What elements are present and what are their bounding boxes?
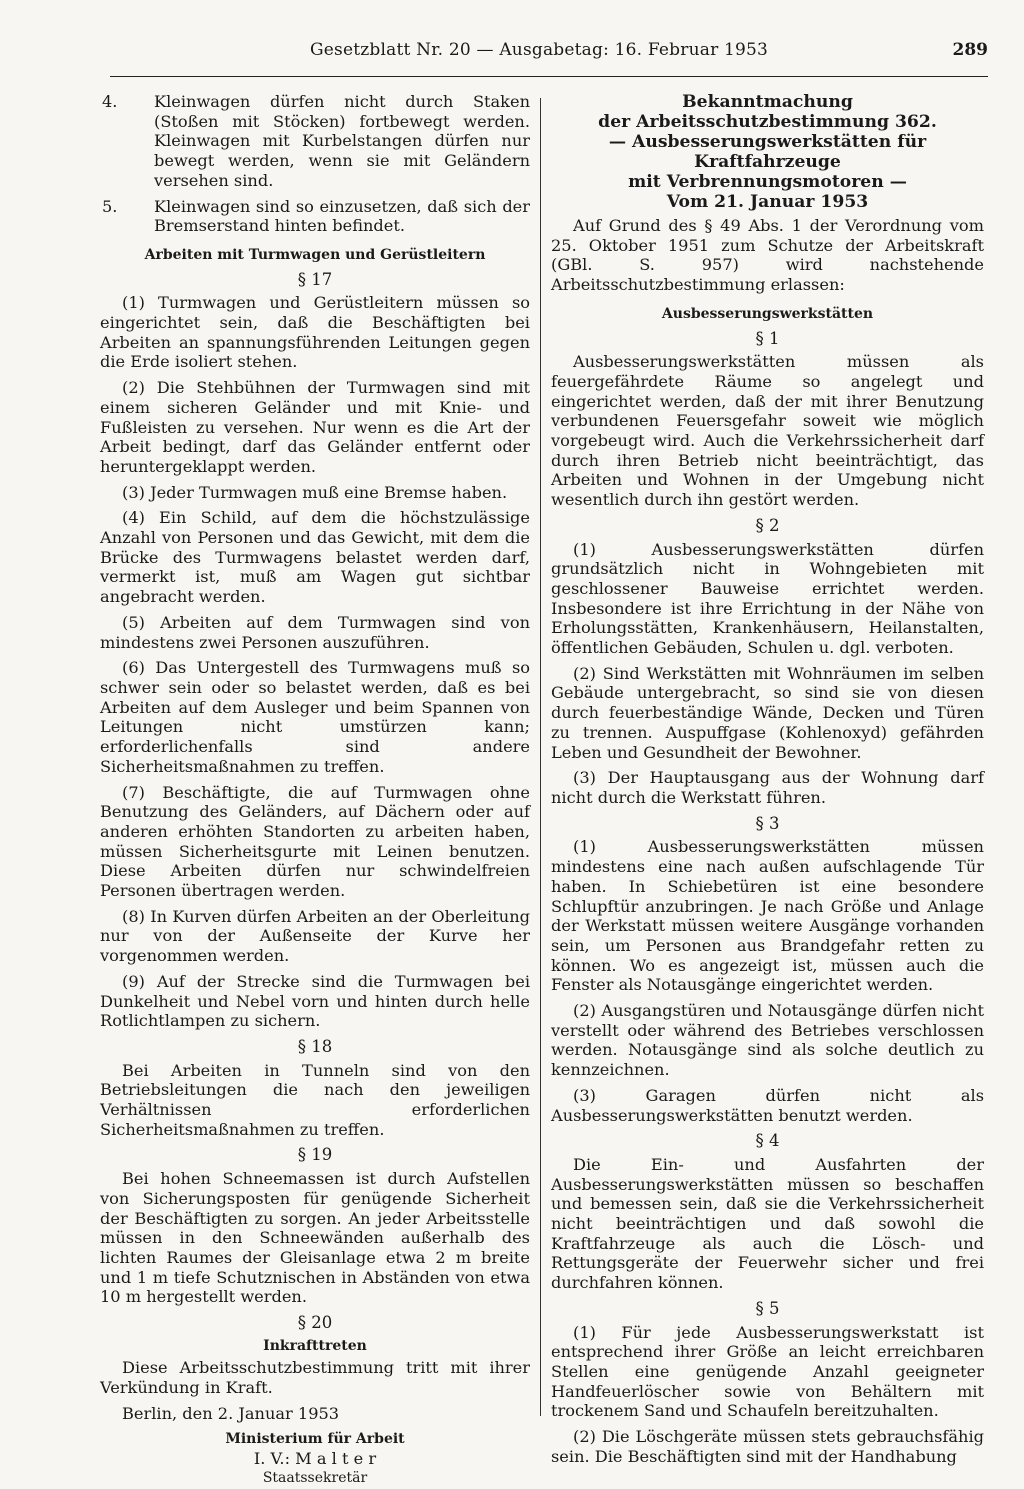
paragraph-2-1: (1) Ausbesserungswerkstätten dürfen grundsätzlich nicht in Wohngebieten mit geschlossener Bauweise errichtet werden. Insbesondere ist ihre Errichtung in der Nähe von Erholungsstätten, Krankenhäusern, Heilanstalten, öffentlichen Gebäuden, Schulen u. dgl. verboten. — [551, 539, 984, 658]
paragraph-17-9: (9) Auf der Strecke sind die Turmwagen bei Dunkelheit und Nebel vorn und hinten durch helle Rotlichtlampen zu sichern. — [100, 971, 530, 1031]
place-date: Berlin, den 2. Januar 1953 — [122, 1403, 340, 1423]
paragraph-17-1: (1) Turmwagen und Gerüstleitern müssen so eingerichtet sein, daß die Beschäftigten bei Arbeiten an spannungsführenden Leitungen gegen die Erde isoliert stehen. — [100, 293, 530, 372]
paragraph-17-7: (7) Beschäftigte, die auf Turmwagen ohne Benutzung des Geländers, auf Dächern oder auf anderen erhöhten Standorten zu arbeiten haben, müssen Sicherheitsgurte mit Leinen benutzen. Diese Arbeiten dürfen nur schwindelfreien Personen übertragen werden. — [100, 782, 530, 901]
intro-text: Auf Grund des § 49 Abs. 1 der Verordnung vom 25. Oktober 1951 zum Schutze der Arbeitskraft (GBl. S. 957) wird nachstehende Arbeitsschutzbestimmung erlassen: — [551, 216, 984, 295]
section-heading-werkstaetten: Ausbesserungswerkstätten — [661, 305, 874, 322]
paragraph-2-3: (3) Der Hauptausgang aus der Wohnung darf nicht durch die Werkstatt führen. — [551, 768, 984, 807]
announcement-title — [551, 92, 984, 212]
paragraph-5-2: (2) Die Löschgeräte müssen stets gebrauchsfähig sein. Die Beschäftigten sind mit der Handhabung — [551, 1427, 984, 1466]
right-column — [551, 92, 984, 1472]
paragraph-5-1: (1) Für jede Ausbesserungswerkstatt ist entsprechend ihrer Größe an leicht erreichbaren Stellen eine genügende Anzahl geeigneter Handfeuerlöscher sowie von Behältern mit trockenem Sand und Schaufeln bereitzuhalten. — [551, 1322, 984, 1421]
item-text: Kleinwagen sind so einzusetzen, daß sich der Bremserstand hinten befindet. — [154, 196, 530, 236]
paragraph-17-label: § 17 — [297, 269, 333, 289]
paragraph-17-4: (4) Ein Schild, auf dem die höchstzulässige Anzahl von Personen und das Gewicht, mit dem die Brücke des Turmwagens belastet werden darf, vermerkt ist, muß am Wagen gut sichtbar angebracht werden. — [100, 508, 530, 607]
paragraph-19-text: Bei hohen Schneemassen ist durch Aufstellen von Sicherungsposten für genügende Sicherheit der Beschäftigten zu sorgen. An jeder Arbeitsstelle müssen in den Schneewänden außerhalb des lichten Raumes der Gleisanlage etwa 2 m breite und 1 m tiefe Schutznischen in Abständen von etwa 10 m hergestellt werden. — [100, 1169, 530, 1307]
signer-title: Staatssekretär — [262, 1470, 368, 1486]
paragraph-3-3: (3) Garagen dürfen nicht als Ausbesserungswerkstätten benutzt werden. — [551, 1085, 984, 1125]
paragraph-3-2: (2) Ausgangstüren und Notausgänge dürfen nicht verstellt oder während des Betriebes verschlossen werden. Notausgänge sind als solche deutlich zu kennzeichnen. — [551, 1001, 984, 1080]
gazette-title: Gesetzblatt Nr. 20 — Ausgabetag: 16. Februar 1953 — [310, 40, 769, 60]
paragraph-17-2: (2) Die Stehbühnen der Turmwagen sind mit einem sicheren Geländer und mit Knie- und Fußleisten zu versehen. Nur wenn es die Art der Arbeit bedingt, darf das Geländer entfernt oder heruntergeklappt werden. — [100, 378, 530, 476]
paragraph-17-6: (6) Das Untergestell des Turmwagens muß so schwer sein oder so belastet werden, daß es bei Arbeiten auf dem Ausleger und beim Spannen von Leitungen nicht umstürzen kann; erforderlichenfalls sind andere Sicherheitsmaßnahmen zu treffen. — [100, 658, 530, 776]
paragraph-2-label: § 2 — [755, 515, 780, 535]
paragraph-3-1: (1) Ausbesserungswerkstätten müssen mindestens eine nach außen aufschlagende Tür haben. In Schiebetüren ist eine besondere Schlupftür anzubringen. Je nach Größe und Anlage der Werkstatt müssen weitere Ausgänge vorhanden sein, um Personen aus Brandgefahr retten zu können. Wo es angezeigt ist, müssen auch die Fenster als Notausgänge eingerichtet werden. — [551, 837, 984, 995]
paragraph-18-text: Bei Arbeiten in Tunneln sind von den Betriebsleitungen die nach den jeweiligen Verhältnissen erforderlichen Sicherheitsmaßnahmen zu treffen. — [100, 1060, 530, 1139]
title-line: mit Verbrennungsmotoren — — [628, 172, 907, 192]
title-line: — Ausbesserungswerkstätten für Kraftfahrzeuge — [608, 132, 927, 172]
paragraph-17-8: (8) In Kurven dürfen Arbeiten an der Oberleitung nur von der Außenseite der Kurve her vorgenommen werden. — [100, 906, 530, 966]
title-line: Bekanntmachung — [682, 92, 853, 112]
paragraph-18-label: § 18 — [297, 1036, 333, 1056]
paragraph-5-label: § 5 — [755, 1298, 780, 1318]
column-divider — [540, 98, 541, 1416]
paragraph-19-label: § 19 — [297, 1145, 333, 1165]
list-item — [100, 197, 530, 236]
list-item — [100, 92, 530, 191]
paragraph-4-label: § 4 — [755, 1131, 780, 1151]
paragraph-17-3: (3) Jeder Turmwagen muß eine Bremse haben. — [122, 482, 508, 502]
paragraph-17-5: (5) Arbeiten auf dem Turmwagen sind von mindestens zwei Personen auszuführen. — [100, 612, 530, 652]
item-number: 5. — [102, 196, 118, 216]
item-text: Kleinwagen dürfen nicht durch Staken (Stoßen mit Stöcken) fortbewegt werden. Kleinwagen mit Kurbelstangen dürfen nur bewegt werden, wenn sie mit Geländern versehen sind. — [154, 92, 530, 190]
section-heading-turmwagen: Arbeiten mit Turmwagen und Gerüstleitern — [144, 246, 486, 263]
paragraph-4-text: Die Ein- und Ausfahrten der Ausbesserungswerkstätten müssen so beschaffen und bemessen sein, daß sie die Verkehrssicherheit nicht beeinträchtigen und daß sowohl die Kraftfahrzeuge als auch die Lösch- und Rettungsgeräte der Feuerwehr sicher und frei durchfahren können. — [551, 1154, 984, 1293]
page-header — [110, 40, 988, 77]
ministry-name: Ministerium für Arbeit — [225, 1430, 405, 1447]
title-line: der Arbeitsschutzbestimmung 362. — [598, 112, 937, 132]
paragraph-3-label: § 3 — [755, 813, 780, 833]
page-number: 289 — [952, 40, 988, 60]
paragraph-1-label: § 1 — [755, 328, 780, 348]
paragraph-2-2: (2) Sind Werkstätten mit Wohnräumen im selben Gebäude untergebracht, so sind sie von diesen durch feuerbeständige Wände, Decken und Türen zu trennen. Auspuffgase (Kohlenoxyd) gefährden Leben und Gesundheit der Bewohner. — [551, 663, 984, 762]
left-column — [100, 92, 530, 1489]
signer-name: I. V.: M a l t e r — [253, 1449, 377, 1469]
paragraph-20-label: § 20 — [297, 1313, 333, 1333]
paragraph-1-text: Ausbesserungswerkstätten müssen als feuergefährdete Räume so angelegt und eingerichtet werden, daß der mit ihrer Benutzung verbundenen Feuersgefahr soweit wie möglich vorgebeugt wird. Auch die Verkehrssicherheit darf durch ihren Betrieb nicht beeinträchtigt, das Arbeiten und Wohnen in der Umgebung nicht wesentlich durch ihn gestört werden. — [551, 352, 984, 510]
title-line: Vom 21. Januar 1953 — [666, 192, 869, 212]
section-heading-inkrafttreten: Inkrafttreten — [263, 1337, 367, 1354]
paragraph-20-text: Diese Arbeitsschutzbestimmung tritt mit ihrer Verkündung in Kraft. — [100, 1358, 530, 1398]
item-number: 4. — [102, 92, 118, 111]
